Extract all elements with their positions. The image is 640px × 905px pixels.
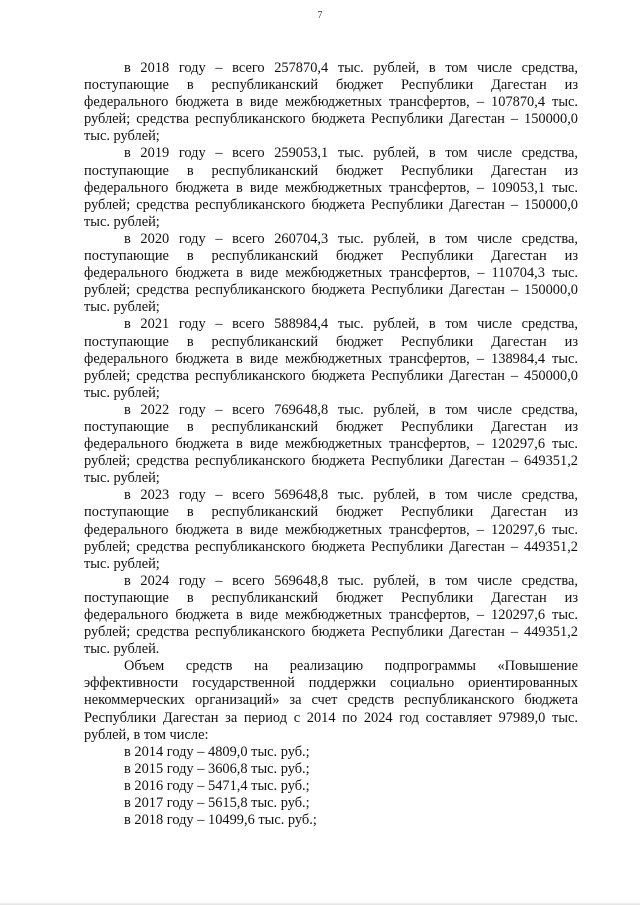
list-item: в 2017 году – 5615,8 тыс. руб.; — [124, 795, 310, 812]
funding-paragraph-2023: в 2023 году – всего 569648,8 тыс. рублей, в том числе средства, поступающие в республиканский бюджет Республики Дагестан из федерального бюджета в виде межбюджетных трансфертов, – 120297,6 тыс. рублей; средства республиканского бюджета Республики Дагестан – 449351,2 тыс. рублей; — [84, 487, 578, 572]
list-item: в 2016 году – 5471,4 тыс. руб.; — [124, 777, 310, 794]
list-item: в 2018 году – 10499,6 тыс. руб.; — [124, 812, 317, 829]
funding-paragraph-2021: в 2021 году – всего 588984,4 тыс. рублей, в том числе средства, поступающие в республиканский бюджет Республики Дагестан из федерального бюджета в виде межбюджетных трансфертов, – 138984,4 тыс. рублей; средства республиканского бюджета Республики Дагестан – 450000,0 тыс. рублей; — [84, 316, 578, 401]
funding-paragraph-2022: в 2022 году – всего 769648,8 тыс. рублей, в том числе средства, поступающие в республиканский бюджет Республики Дагестан из федерального бюджета в виде межбюджетных трансфертов, – 120297,6 тыс. рублей; средства республиканского бюджета Республики Дагестан – 649351,2 тыс. рублей; — [84, 401, 578, 487]
list-item: в 2015 году – 3606,8 тыс. руб.; — [124, 760, 310, 777]
subprogram-funding-list — [84, 744, 578, 829]
funding-paragraph-2024: в 2024 году – всего 569648,8 тыс. рублей, в том числе средства, поступающие в республиканский бюджет Республики Дагестан из федерального бюджета в виде межбюджетных трансфертов, – 120297,6 тыс. рублей; средства республиканского бюджета Республики Дагестан – 449351,2 тыс. рублей. — [84, 572, 578, 658]
funding-paragraph-2018: в 2018 году – всего 257870,4 тыс. рублей, в том числе средства, поступающие в республиканский бюджет Республики Дагестан из федерального бюджета в виде межбюджетных трансфертов, – 107870,4 тыс. рублей; средства республиканского бюджета Республики Дагестан – 150000,0 тыс. рублей; — [84, 60, 578, 145]
page-number: 7 — [317, 10, 323, 21]
subprogram-paragraph: Объем средств на реализацию подпрограммы «Повышение эффективности государственной поддержки социально ориентированных некоммерческих организаций» за счет средств республиканского бюджета Республики Дагестан за период с 2014 по 2024 год составляет 97989,0 тыс. рублей, в том числе: — [84, 658, 578, 743]
document-body — [84, 60, 578, 829]
funding-paragraph-2020: в 2020 году – всего 260704,3 тыс. рублей, в том числе средства, поступающие в республиканский бюджет Республики Дагестан из федерального бюджета в виде межбюджетных трансфертов, – 110704,3 тыс. рублей; средства республиканского бюджета Республики Дагестан – 150000,0 тыс. рублей; — [84, 230, 578, 316]
funding-paragraph-2019: в 2019 году – всего 259053,1 тыс. рублей, в том числе средства, поступающие в республиканский бюджет Республики Дагестан из федерального бюджета в виде межбюджетных трансфертов, – 109053,1 тыс. рублей; средства республиканского бюджета Республики Дагестан – 150000,0 тыс. рублей; — [84, 145, 578, 230]
list-item: в 2014 году – 4809,0 тыс. руб.; — [124, 743, 310, 760]
